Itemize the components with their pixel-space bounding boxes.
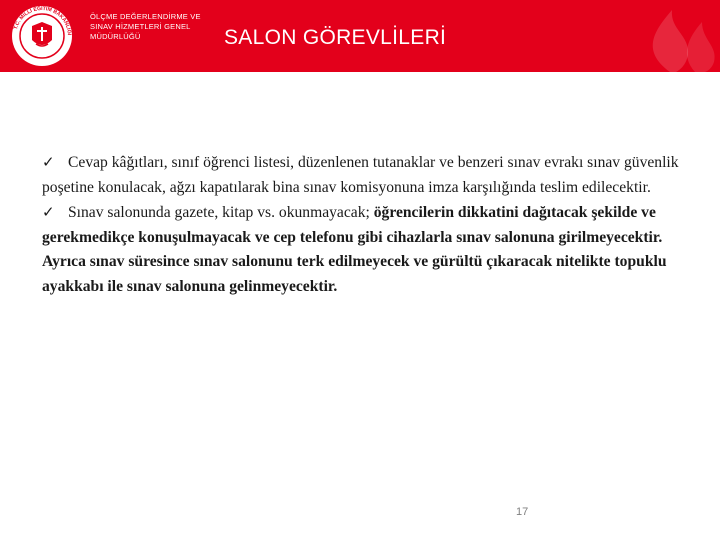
svg-text:T.C. MİLLÎ EĞİTİM BAKANLIĞI: T.C. MİLLÎ EĞİTİM BAKANLIĞI [12, 5, 72, 36]
org-line-3: MÜDÜRLÜĞÜ [90, 32, 141, 41]
page-title: SALON GÖREVLİLERİ [224, 26, 447, 49]
header-bar [0, 0, 720, 72]
item-text: Cevap kâğıtları, sınıf öğrenci listesi, düzenlenen tutanaklar ve benzeri sınav evrakı sınav güvenlik poşetine konulacak, ağzı kapatılarak bina sınav komisyonuna imza karşılığında teslim edilecektir. [42, 154, 679, 196]
page-number: 17 [516, 506, 529, 518]
organization-name [90, 12, 220, 42]
org-line-2: SINAV HİZMETLERİ GENEL [90, 22, 191, 31]
list-item [42, 200, 692, 299]
flame-decoration-icon [610, 0, 720, 72]
org-line-1: ÖLÇME DEĞERLENDİRME VE [90, 12, 201, 21]
item-text: Sınav salonunda gazete, kitap vs. okunmayacak; [68, 204, 374, 221]
ministry-logo [10, 4, 74, 68]
item-text-bold: öğrencilerin dikkatini dağıtacak şekilde ve gerekmedikçe konuşulmayacak ve cep telefonu gibi cihazlarla sınav salonuna girilmeyecektir. Ayrıca sınav süresince sınav salonunu terk edilmeyecek ve gürültü çıkaracak nitelikte topuklu ayakkabı ile sınav salonuna gelinmeyecektir. [42, 204, 667, 295]
check-icon: ✓ [42, 153, 55, 171]
list-item [42, 150, 692, 200]
slide-body [42, 150, 692, 299]
check-icon: ✓ [42, 203, 55, 221]
